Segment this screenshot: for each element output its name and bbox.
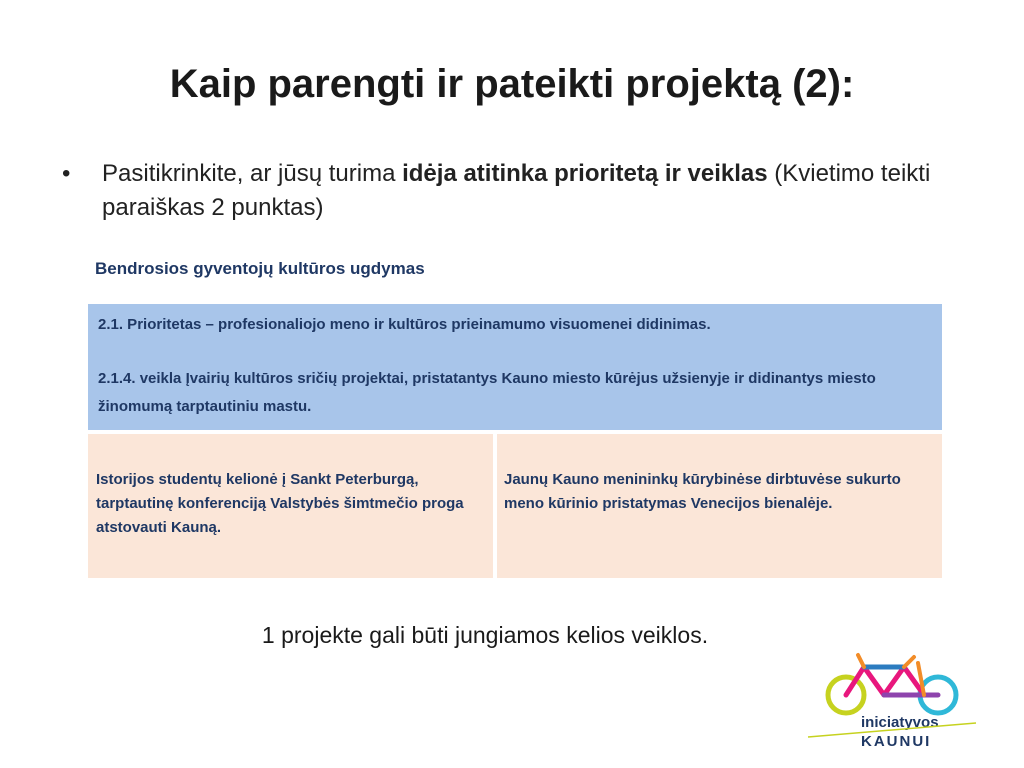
note-text: 1 projekte gali būti jungiamos kelios veiklos. [261,622,709,648]
bullet-item [62,157,962,225]
priority-table [88,304,942,578]
bullet-text-start: Pasitikrinkite, ar jūsų turima [102,160,403,187]
slide-title: Kaip parengti ir pateikti projektą (2): [169,62,855,106]
section-title: Bendrosios gyventojų kultūros ugdymas [95,259,425,278]
tandem-bicycle-icon [828,655,956,713]
example-cell-1: Istorijos studentų kelionė į Sankt Peterburgą, tarptautinę konferenciją Valstybės šimtmečio proga atstovauti Kauną. [88,434,493,578]
logo-line-2: KAUNUI [861,733,932,750]
bullet-text-end: (Kvietimo teikti paraiškas 2 punktas) [102,160,931,221]
priority-text: 2.1. Prioritetas – profesionaliojo meno ir kultūros prieinamumo visuomenei didinimas. [98,316,711,333]
activity-text: 2.1.4. veikla Įvairių kultūros sričių projektai, pristatantys Kauno miesto kūrėjus užsienyje ir didinantys miesto žinomumą tarptautiniu mastu. [98,370,876,415]
bullet-text [102,157,962,225]
priority-header-cell [88,304,942,430]
bullet-text-bold: idėja atitinka prioritetą ir veiklas [402,160,768,187]
bullet-marker: • [62,160,71,187]
iniciatyvos-kaunui-logo [806,645,978,755]
example-cell-2: Jaunų Kauno menininkų kūrybinėse dirbtuvėse sukurto meno kūrinio pristatymas Venecijos bienalėje. [497,434,942,578]
logo-line-1: iniciatyvos [861,714,939,731]
